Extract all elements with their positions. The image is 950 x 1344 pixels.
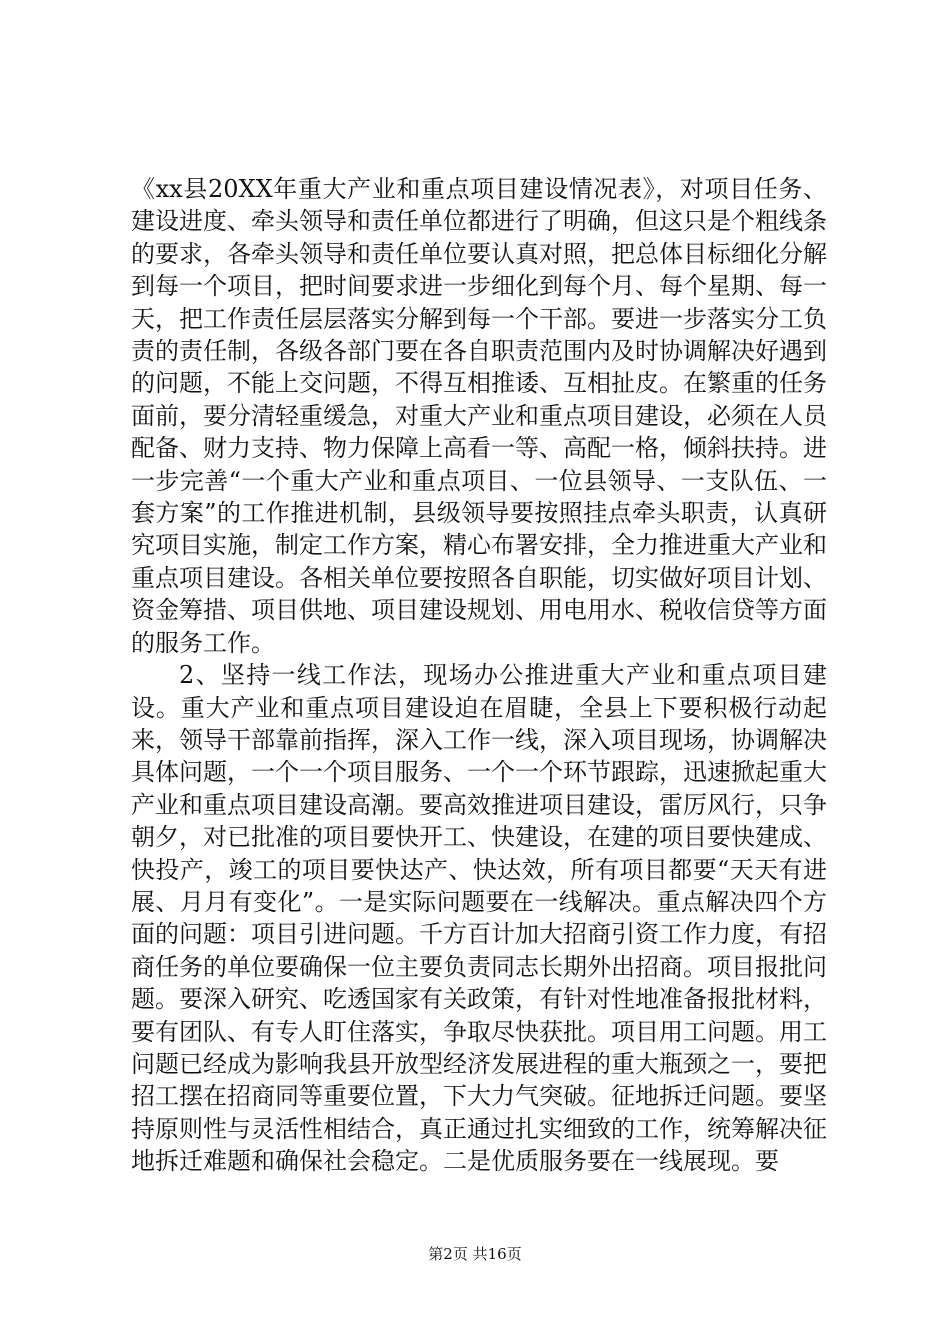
page-number: 第2页 共16页 (428, 1245, 522, 1263)
page-footer (0, 1244, 950, 1264)
paragraph-1: 《xx县20XX年重大产业和重点项目建设情况表》，对项目任务、建设进度、牵头领导和责任单位都进行了明确，但这只是个粗线条的要求，各牵头领导和责任单位要认真对照，把总体目标细化分解到每一个项目，把时间要求进一步细化到每个月、每个星期、每一天，把工作责任层层落实分解到每一个干部。要进一步落实分工负责的责任制，各级各部门要在各自职责范围内及时协调解决好遇到的问题，不能上交问题，不得互相推诿、互相扯皮。在繁重的任务面前，要分清轻重缓急，对重大产业和重点项目建设，必须在人员配备、财力支持、物力保障上高看一等、高配一格，倾斜扶持。进一步完善“一个重大产业和重点项目、一位县领导、一支队伍、一套方案”的工作推进机制，县级领导要按照挂点牵头职责，认真研究项目实施，制定工作方案，精心布署安排，全力推进重大产业和重点项目建设。各相关单位要按照各自职能，切实做好项目计划、资金筹措、项目供地、项目建设规划、用电用水、税收信贷等方面的服务工作。 (131, 175, 827, 657)
document-body (131, 173, 827, 1178)
paragraph-2: 2、坚持一线工作法，现场办公推进重大产业和重点项目建设。重大产业和重点项目建设迫在眉睫，全县上下要积极行动起来，领导干部靠前指挥，深入工作一线，深入项目现场，协调解决具体问题，一个一个项目服务、一个一个环节跟踪，迅速掀起重大产业和重点项目建设高潮。要高效推进项目建设，雷厉风行，只争朝夕，对已批准的项目要快开工、快建设，在建的项目要快建成、快投产，竣工的项目要快达产、快达效，所有项目都要“天天有进展、月月有变化”。一是实际问题要在一线解决。重点解决四个方面的问题：项目引进问题。千方百计加大招商引资工作力度，有招商任务的单位要确保一位主要负责同志长期外出招商。项目报批问题。要深入研究、吃透国家有关政策，有针对性地准备报批材料，要有团队、有专人盯住落实，争取尽快获批。项目用工问题。用工问题已经成为影响我县开放型经济发展进程的重大瓶颈之一，要把招工摆在招商同等重要位置，下大力气突破。征地拆迁问题。要坚持原则性与灵活性相结合，真正通过扎实细致的工作，统筹解决征地拆迁难题和确保社会稳定。二是优质服务要在一线展现。要 (131, 661, 827, 1176)
